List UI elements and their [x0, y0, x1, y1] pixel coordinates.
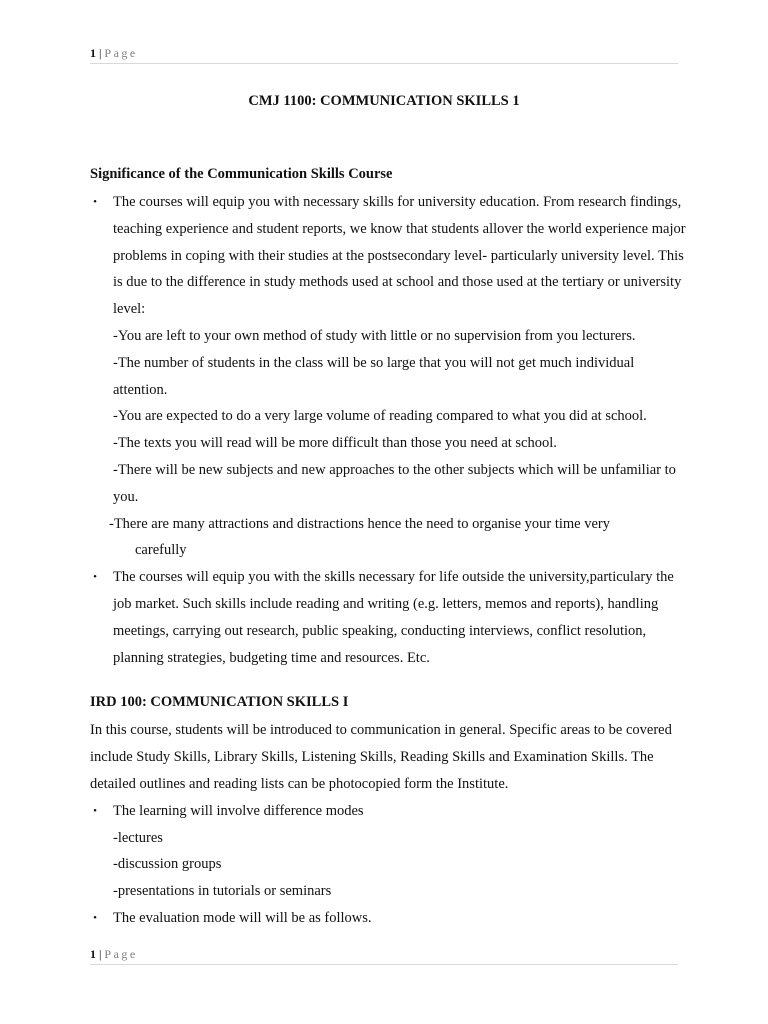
- sub-point-continuation: carefully: [135, 542, 187, 559]
- section-intro-paragraph: In this course, students will be introduced to communication in general. Specific areas to be covered include Study Skills, Library Skills, Listening Skills, Reading Skills and Examination Skills. The detailed outlines and reading lists can be photocopied form the Institute.: [90, 722, 672, 792]
- page-separator: |: [99, 46, 102, 60]
- section-heading-significance: Significance of the Communication Skills Course: [90, 166, 393, 182]
- mode-item: -lectures: [113, 829, 163, 846]
- bullet-item: [90, 189, 690, 564]
- bullet-item: [90, 564, 690, 671]
- bullet-item: [90, 905, 690, 932]
- document-body: [90, 163, 690, 932]
- sub-point: -There will be new subjects and new approaches to the other subjects which will be unfamiliar to you.: [113, 461, 676, 505]
- mode-item: -discussion groups: [113, 856, 222, 873]
- bullet-text: The learning will involve difference modes: [113, 802, 364, 819]
- bullet-item: [90, 798, 690, 905]
- page-number: 1: [90, 947, 96, 961]
- bullet-text: The courses will equip you with necessary skills for university education. From research findings, teaching experience and student reports, we know that students allover the world experience major problems in coping with their studies at the postsecondary level- particularly university level. This is due to the difference in study methods used at school and those used at the tertiary or university level:: [113, 194, 686, 318]
- bullet-icon: •: [93, 804, 97, 817]
- sub-point: -There are many attractions and distractions hence the need to organise your time very: [109, 515, 611, 532]
- sub-point: -The texts you will read will be more difficult than those you need at school.: [113, 435, 557, 452]
- bullet-icon: •: [93, 911, 97, 924]
- page-word: Page: [104, 947, 138, 961]
- bullet-icon: •: [93, 196, 97, 208]
- page-word: Page: [104, 46, 138, 60]
- bullet-text: The evaluation mode will will be as follows.: [113, 909, 372, 926]
- section-heading-ird100: IRD 100: COMMUNICATION SKILLS I: [90, 694, 349, 711]
- page-number: 1: [90, 46, 96, 60]
- sub-point: -The number of students in the class will be so large that you will not get much individual attention.: [113, 354, 635, 398]
- mode-item: -presentations in tutorials or seminars: [113, 883, 332, 900]
- document-title: CMJ 1100: COMMUNICATION SKILLS 1: [248, 93, 520, 109]
- page-footer: [90, 947, 678, 965]
- sub-point: -You are left to your own method of study with little or no supervision from you lecturers.: [113, 327, 636, 344]
- page-separator: |: [99, 947, 102, 961]
- page-header: [90, 46, 678, 64]
- bullet-icon: •: [93, 571, 97, 584]
- bullet-text: The courses will equip you with the skills necessary for life outside the university,particulary the job market. Such skills include reading and writing (e.g. letters, memos and reports), handling meetings, carrying out research, public speaking, conducting interviews, conflict resolution, planning strategies, budgeting time and resources. Etc.: [113, 569, 674, 666]
- sub-point: -You are expected to do a very large volume of reading compared to what you did at school.: [113, 408, 647, 425]
